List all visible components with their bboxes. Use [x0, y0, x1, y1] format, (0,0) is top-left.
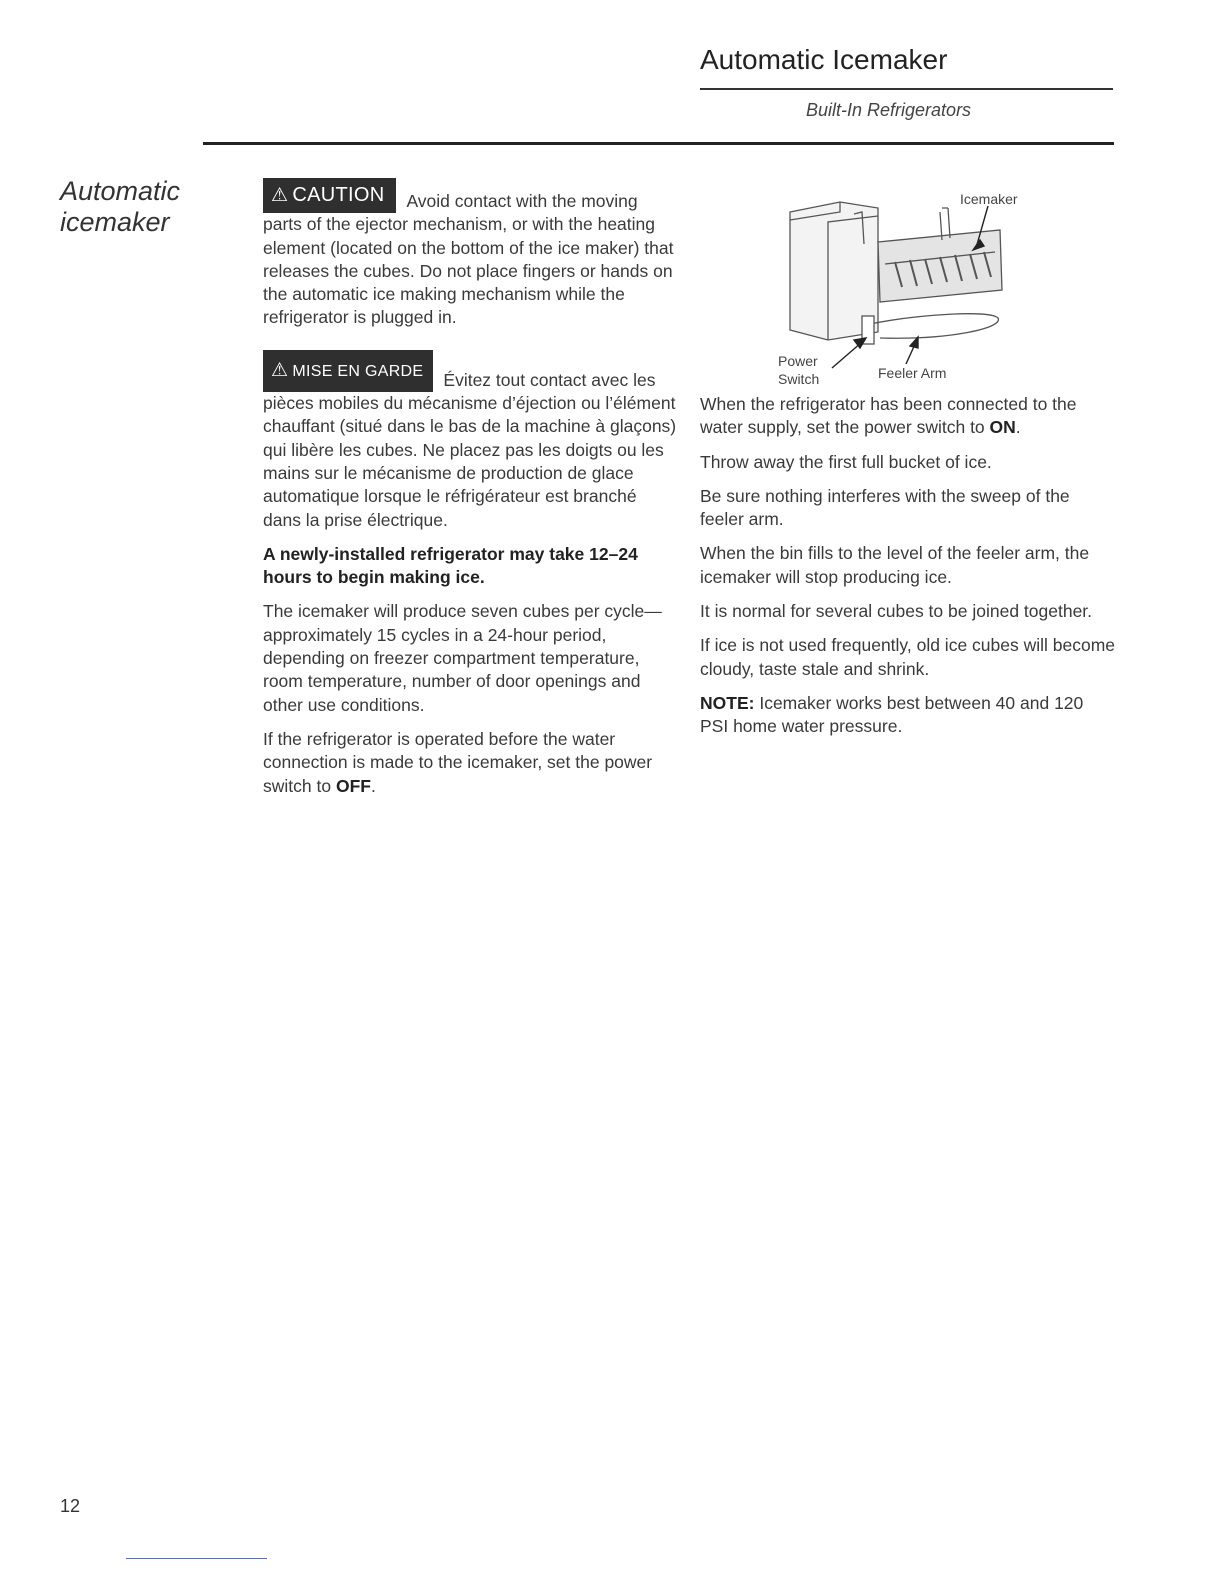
note-text: Icemaker works best between 40 and 120 PSI home water pressure. — [700, 692, 1084, 737]
power-off-paragraph — [263, 728, 678, 798]
icemaker-diagram — [770, 182, 1070, 390]
feeler-arm-sweep-paragraph: Be sure nothing interferes with the sweep of the feeler arm. — [700, 485, 1070, 530]
power-switch-arrow — [832, 342, 862, 368]
caution-badge-label: CAUTION — [292, 184, 385, 206]
feeler-arm-shape — [870, 314, 998, 338]
page-title: Automatic Icemaker — [700, 44, 948, 75]
left-column — [263, 178, 678, 809]
warning-triangle-icon: ⚠ — [271, 359, 289, 381]
mise-en-garde-text: pièces mobiles du mécanisme d’éjection ou l’élément chauffant (situé dans le bas de la machine à glaçons) qui libère les cubes. Ne placez pas les doigts ou les mains sur le mécanisme de production de glace automatique lorsque le réfrigérateur est branché dans la prise électrique. — [263, 393, 677, 530]
right-column — [700, 393, 1116, 750]
power-on-text: When the refrigerator has been connected to the water supply, set the power switch to — [700, 394, 1077, 438]
section-title-line1: Automatic — [60, 176, 181, 206]
section-title — [60, 176, 210, 238]
section-divider — [203, 142, 1114, 145]
note-label: NOTE: — [700, 692, 755, 713]
header-divider — [700, 88, 1113, 90]
bin-full-paragraph: When the bin fills to the level of the feeler arm, the icemaker will stop producing ice. — [700, 543, 1090, 587]
caution-text: parts of the ejector mechanism, or with the heating element (located on the bottom of the ice maker) that releases the cubes. Do not place fingers or hands on the automatic ice making mechanism while the refrigerator is plugged in. — [263, 214, 674, 328]
cubes-per-cycle-paragraph: The icemaker will produce seven cubes per cycle—approximately 15 cycles in a 24-hour period, depending on freezer compartment temperature, room temperature, number of door openings and other use conditions. — [263, 601, 662, 715]
mise-en-garde-badge — [263, 350, 433, 392]
power-off-text: If the refrigerator is operated before the water connection is made to the icemaker, set the power switch to — [263, 728, 653, 796]
caution-lead: Avoid contact with the moving — [406, 191, 638, 211]
joined-cubes-paragraph: It is normal for several cubes to be joined together. — [700, 601, 1093, 622]
mise-en-garde-paragraph — [263, 350, 678, 532]
install-time-heading: A newly-installed refrigerator may take 12–24 hours to begin making ice. — [263, 543, 638, 588]
section-title-line2: icemaker — [60, 207, 170, 237]
power-off-end: . — [370, 775, 376, 796]
page-number: 12 — [60, 1496, 81, 1516]
power-on-paragraph — [700, 393, 1116, 440]
mise-en-garde-badge-label: MISE EN GARDE — [292, 362, 424, 380]
note-paragraph — [700, 692, 1116, 739]
page-subtitle: Built-In Refrigerators — [806, 100, 972, 120]
power-on-end: . — [1015, 417, 1021, 438]
caution-paragraph — [263, 178, 678, 330]
label-power: Power — [778, 353, 818, 369]
label-icemaker: Icemaker — [960, 191, 1018, 207]
mise-en-garde-lead: Évitez tout contact avec les — [443, 369, 656, 390]
old-ice-paragraph: If ice is not used frequently, old ice cubes will become cloudy, taste stale and shrink. — [700, 635, 1116, 679]
warning-triangle-icon: ⚠ — [271, 185, 289, 206]
caution-badge — [263, 178, 396, 213]
off-keyword: OFF — [335, 775, 371, 796]
label-feeler-arm: Feeler Arm — [878, 365, 947, 381]
first-bucket-paragraph: Throw away the first full bucket of ice. — [700, 451, 992, 472]
on-keyword: ON — [989, 417, 1016, 438]
footer-rule — [126, 1558, 267, 1559]
label-switch: Switch — [778, 371, 820, 387]
